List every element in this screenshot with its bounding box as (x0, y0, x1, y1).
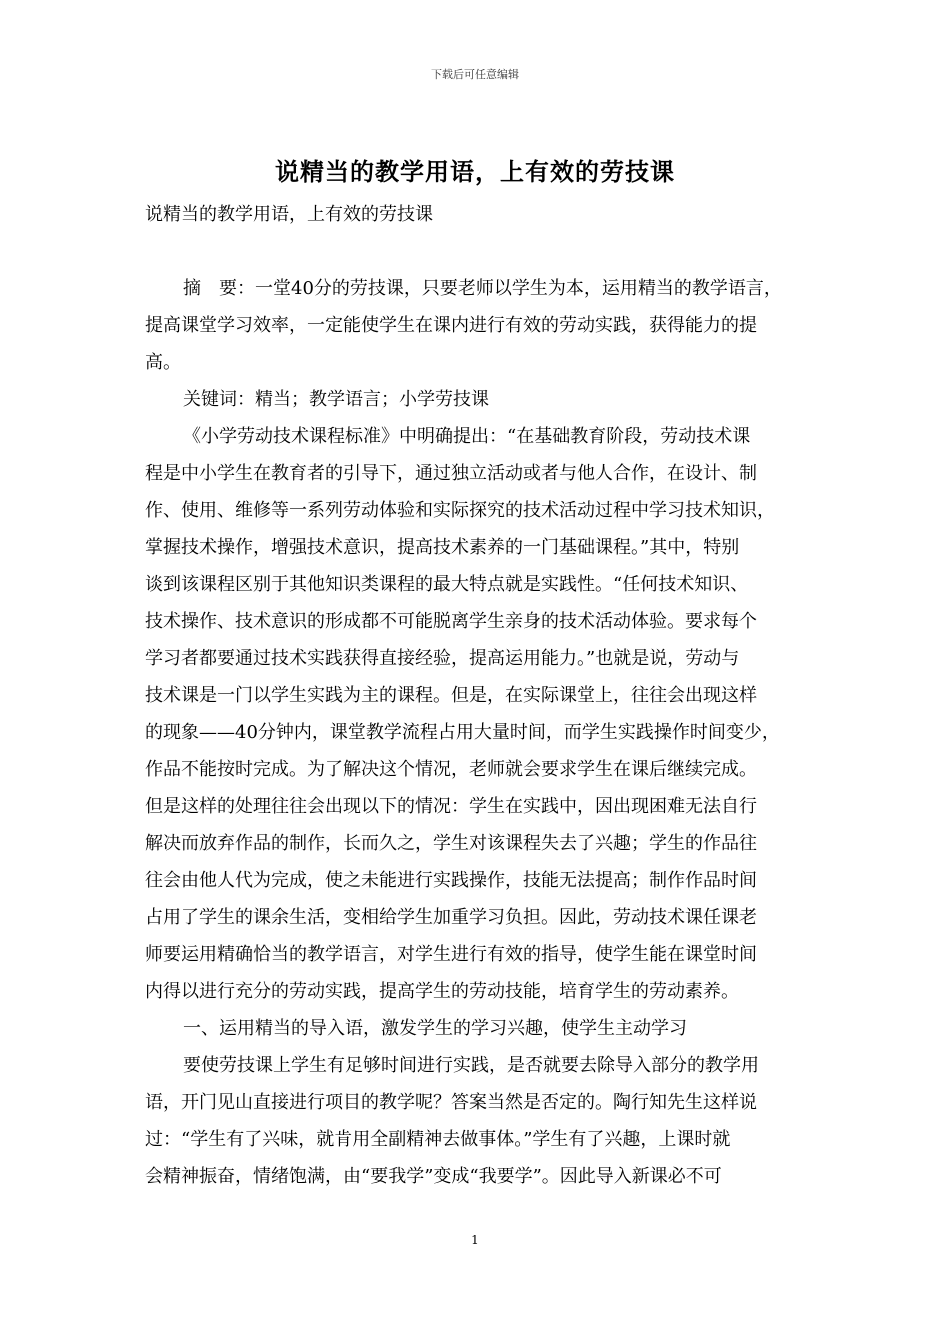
paragraph-line: 要使劳技课上学生有足够时间进行实践，是否就要去除导入部分的教学用 (183, 1055, 759, 1076)
paragraph-line: 语，开门见山直接进行项目的教学呢？答案当然是否定的。陶行知先生这样说 (145, 1092, 757, 1113)
paragraph-line: 学习者都要通过技术实践获得直接经验，提高运用能力。”也就是说，劳动与 (145, 648, 740, 669)
paragraph-line: 会精神振奋，情绪饱满，由“要我学”变成“我要学”。因此导入新课必不可 (145, 1166, 722, 1187)
paragraph-line: 掌握技术操作，增强技术意识，提高技术素养的一门基础课程。”其中，特别 (145, 537, 740, 558)
paragraph-line: 作品不能按时完成。为了解决这个情况，老师就会要求学生在课后继续完成。 (145, 759, 757, 780)
abstract-line: 提高课堂学习效率，一定能使学生在课内进行有效的劳动实践，获得能力的提 (145, 315, 757, 336)
paragraph-line: 解决而放弃作品的制作，长而久之，学生对该课程失去了兴趣；学生的作品往 (145, 833, 757, 854)
paragraph-line: 技术课是一门以学生实践为主的课程。但是，在实际课堂上，往往会出现这样 (145, 685, 757, 706)
body-text (145, 270, 807, 1195)
document-title: 说精当的教学用语，上有效的劳技课 (275, 157, 675, 186)
paragraph-line: 《小学劳动技术课程标准》中明确提出：“在基础教育阶段，劳动技术课 (183, 426, 751, 447)
paragraph-line: 作、使用、维修等一系列劳动体验和实际探究的技术活动过程中学习技术知识， (145, 500, 775, 521)
paragraph-line: 的现象——40分钟内，课堂教学流程占用大量时间，而学生实践操作时间变少， (145, 722, 780, 743)
abstract-line: 摘 要：一堂40分的劳技课，只要老师以学生为本，运用精当的教学语言， (183, 278, 782, 299)
paragraph-line: 程是中小学生在教育者的引导下，通过独立活动或者与他人合作，在设计、制 (145, 463, 757, 484)
paragraph-line: 师要运用精确恰当的教学语言，对学生进行有效的指导，使学生能在课堂时间 (145, 944, 757, 965)
page-header: 下载后可任意编辑 (431, 68, 519, 81)
document-subtitle: 说精当的教学用语，上有效的劳技课 (145, 204, 433, 225)
keywords-line: 关键词：精当；教学语言；小学劳技课 (183, 389, 489, 410)
paragraph-line: 占用了学生的课余生活，变相给学生加重学习负担。因此，劳动技术课任课老 (145, 907, 757, 928)
paragraph-line: 往会由他人代为完成，使之未能进行实践操作，技能无法提高；制作作品时间 (145, 870, 757, 891)
paragraph-line: 但是这样的处理往往会出现以下的情况：学生在实践中，因出现困难无法自行 (145, 796, 757, 817)
abstract-line: 高。 (145, 352, 181, 373)
page-number: 1 (471, 1233, 479, 1247)
paragraph-line: 过：“学生有了兴味，就肯用全副精神去做事体。”学生有了兴趣，上课时就 (145, 1129, 731, 1150)
paragraph-line: 谈到该课程区别于其他知识类课程的最大特点就是实践性。“任何技术知识、 (145, 574, 749, 595)
section-heading: 一、运用精当的导入语，激发学生的学习兴趣，使学生主动学习 (183, 1018, 687, 1039)
paragraph-line: 技术操作、技术意识的形成都不可能脱离学生亲身的技术活动体验。要求每个 (145, 611, 757, 632)
paragraph-line: 内得以进行充分的劳动实践，提高学生的劳动技能，培育学生的劳动素养。 (145, 981, 739, 1002)
